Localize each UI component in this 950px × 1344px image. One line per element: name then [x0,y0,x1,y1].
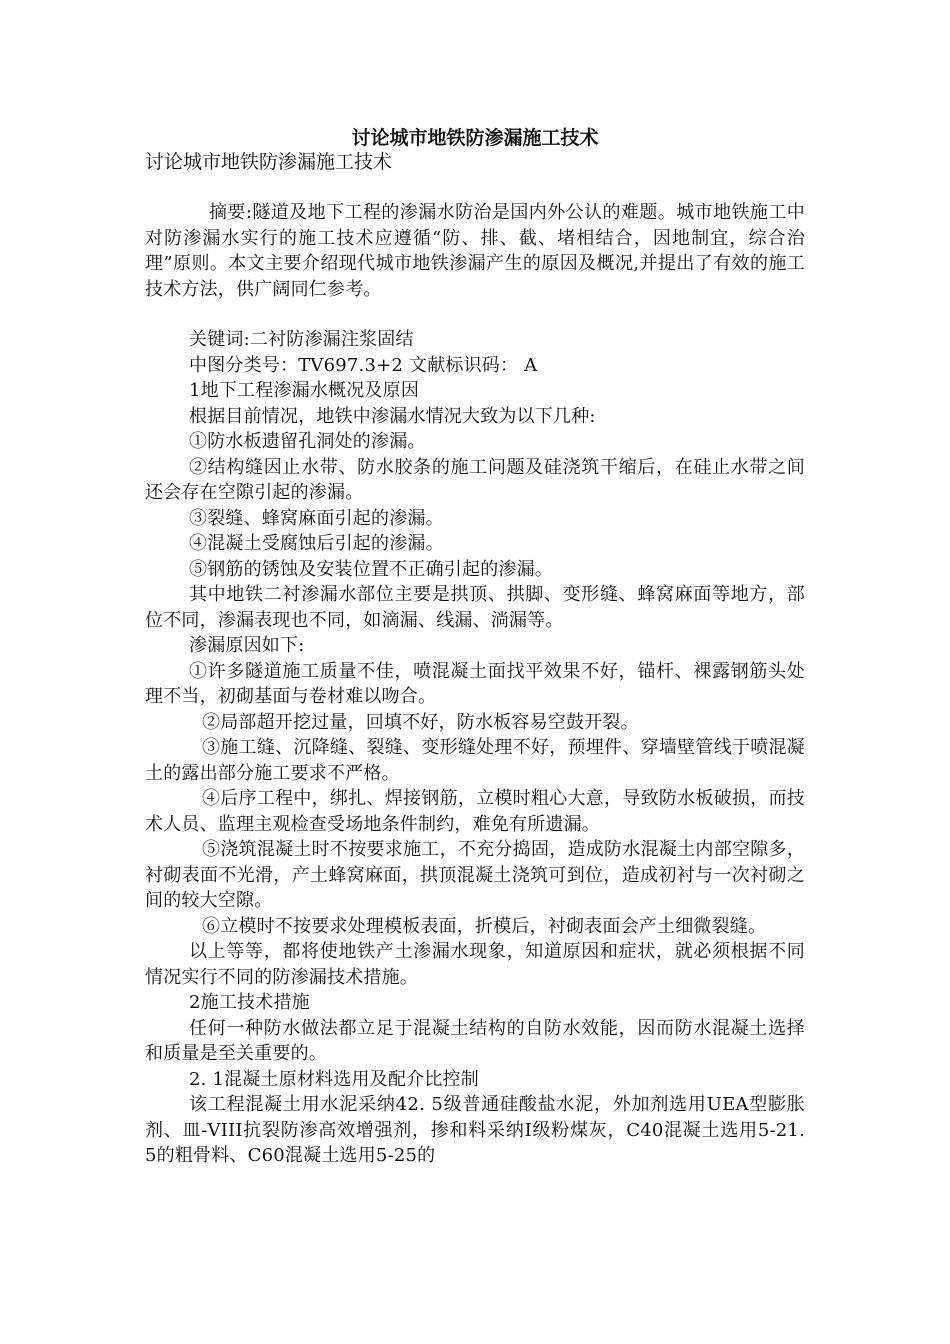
section2-intro: 任何一种防水做法都立足于混凝土结构的自防水效能，因而防水混凝土选择和质量是至关重要的。 [145,1017,805,1064]
keywords-line: 关键词:二衬防渗漏注浆固结 [189,329,414,350]
cause-item: ⑤浇筑混凝土时不按要求施工，不充分捣固，造成防水混凝土内部空隙多，衬砌表面不光滑，产土蜂窝麻面，拱顶混凝土浇筑可到位，造成初衬与一次衬砌之间的较大空隙。 [145,839,805,911]
cause-item: ④后序工程中，绑扎、焊接钢筋，立模时粗心大意，导致防水板破损，而技术人员、监理主观检查受场地条件制约，难免有所遗漏。 [145,788,805,835]
leak-type-item: ①防水板遗留孔洞处的渗漏。 [189,431,426,452]
leak-locations-paragraph: 其中地铁二衬渗漏水部位主要是拱顶、拱脚、变形缝、蜂窝麻面等地方，部位不同，渗漏表现也不同，如滴漏、线漏、淌漏等。 [145,584,805,631]
leak-type-item: ③裂缝、蜂窝麻面引起的渗漏。 [189,507,444,529]
document-subtitle: 讨论城市地铁防渗漏施工技术 [145,151,393,173]
cause-item: ③施工缝、沉降缝、裂缝、变形缝处理不好，预埋件、穿墙壁管线于喷混凝土的露出部分施工要求不严格。 [145,737,805,784]
section1-intro: 根据目前情况，地铁中渗漏水情况大致为以下几种: [189,405,596,427]
paragraph-gap [145,302,805,327]
leak-type-item: ②结构缝因止水带、防水胶条的施工问题及硅浇筑干缩后，在硅止水带之间还会存在空隙引起的渗漏。 [145,456,805,503]
leak-type-item: ⑤钢筋的锈蚀及安装位置不正确引起的渗漏。 [189,558,553,580]
abstract-paragraph: 摘要:隧道及地下工程的渗漏水防治是国内外公认的难题。城市地铁施工中对防渗漏水实行的施工技术应遵循“防、排、截、堵相结合，因地制宜，综合治理”原则。本文主要介绍现代城市地铁渗漏产生的原因及概况,并提出了有效的施工技术方法，供广阔同仁参考。 [145,202,805,300]
document-title: 讨论城市地铁防渗漏施工技术 [351,127,599,149]
causes-intro: 渗漏原因如下: [189,635,305,656]
document-body [145,200,805,1169]
cause-item: ⑥立模时不按要求处理模板表面，折模后，衬砌表面会产土细微裂缝。 [202,915,767,937]
cause-item: ①许多隧道施工质量不佳，喷混凝土面找平效果不好，锚杆、裸露钢筋头处理不当，初砌基面与卷材难以吻合。 [145,660,805,707]
classification-line: 中图分类号：TV697.3+2 文献标识码： A [189,354,538,376]
section2-1-paragraph: 该工程混凝土用水泥采纳42. 5级普通硅酸盐水泥，外加剂选用UEA型膨胀剂、皿-VIII抗裂防渗高效增强剂，掺和料采纳Ⅰ级粉煤灰，C40混凝土选用5-21. 5的粗骨料、C60混凝土选用5-25的 [145,1094,805,1166]
leak-type-item: ④混凝土受腐蚀后引起的渗漏。 [189,533,444,554]
cause-item: ②局部超开挖过量，回填不好，防水板容易空鼓开裂。 [202,711,639,733]
section1-heading: 1地下工程渗漏水概况及原因 [189,380,420,401]
section2-heading: 2施工技术措施 [189,992,310,1013]
section2-1-heading: 2. 1混凝土原材料选用及配介比控制 [189,1068,479,1090]
causes-summary: 以上等等，都将使地铁产土渗漏水现象，知道原因和症状，就必须根据不同情况实行不同的防渗漏技术措施。 [145,941,805,988]
